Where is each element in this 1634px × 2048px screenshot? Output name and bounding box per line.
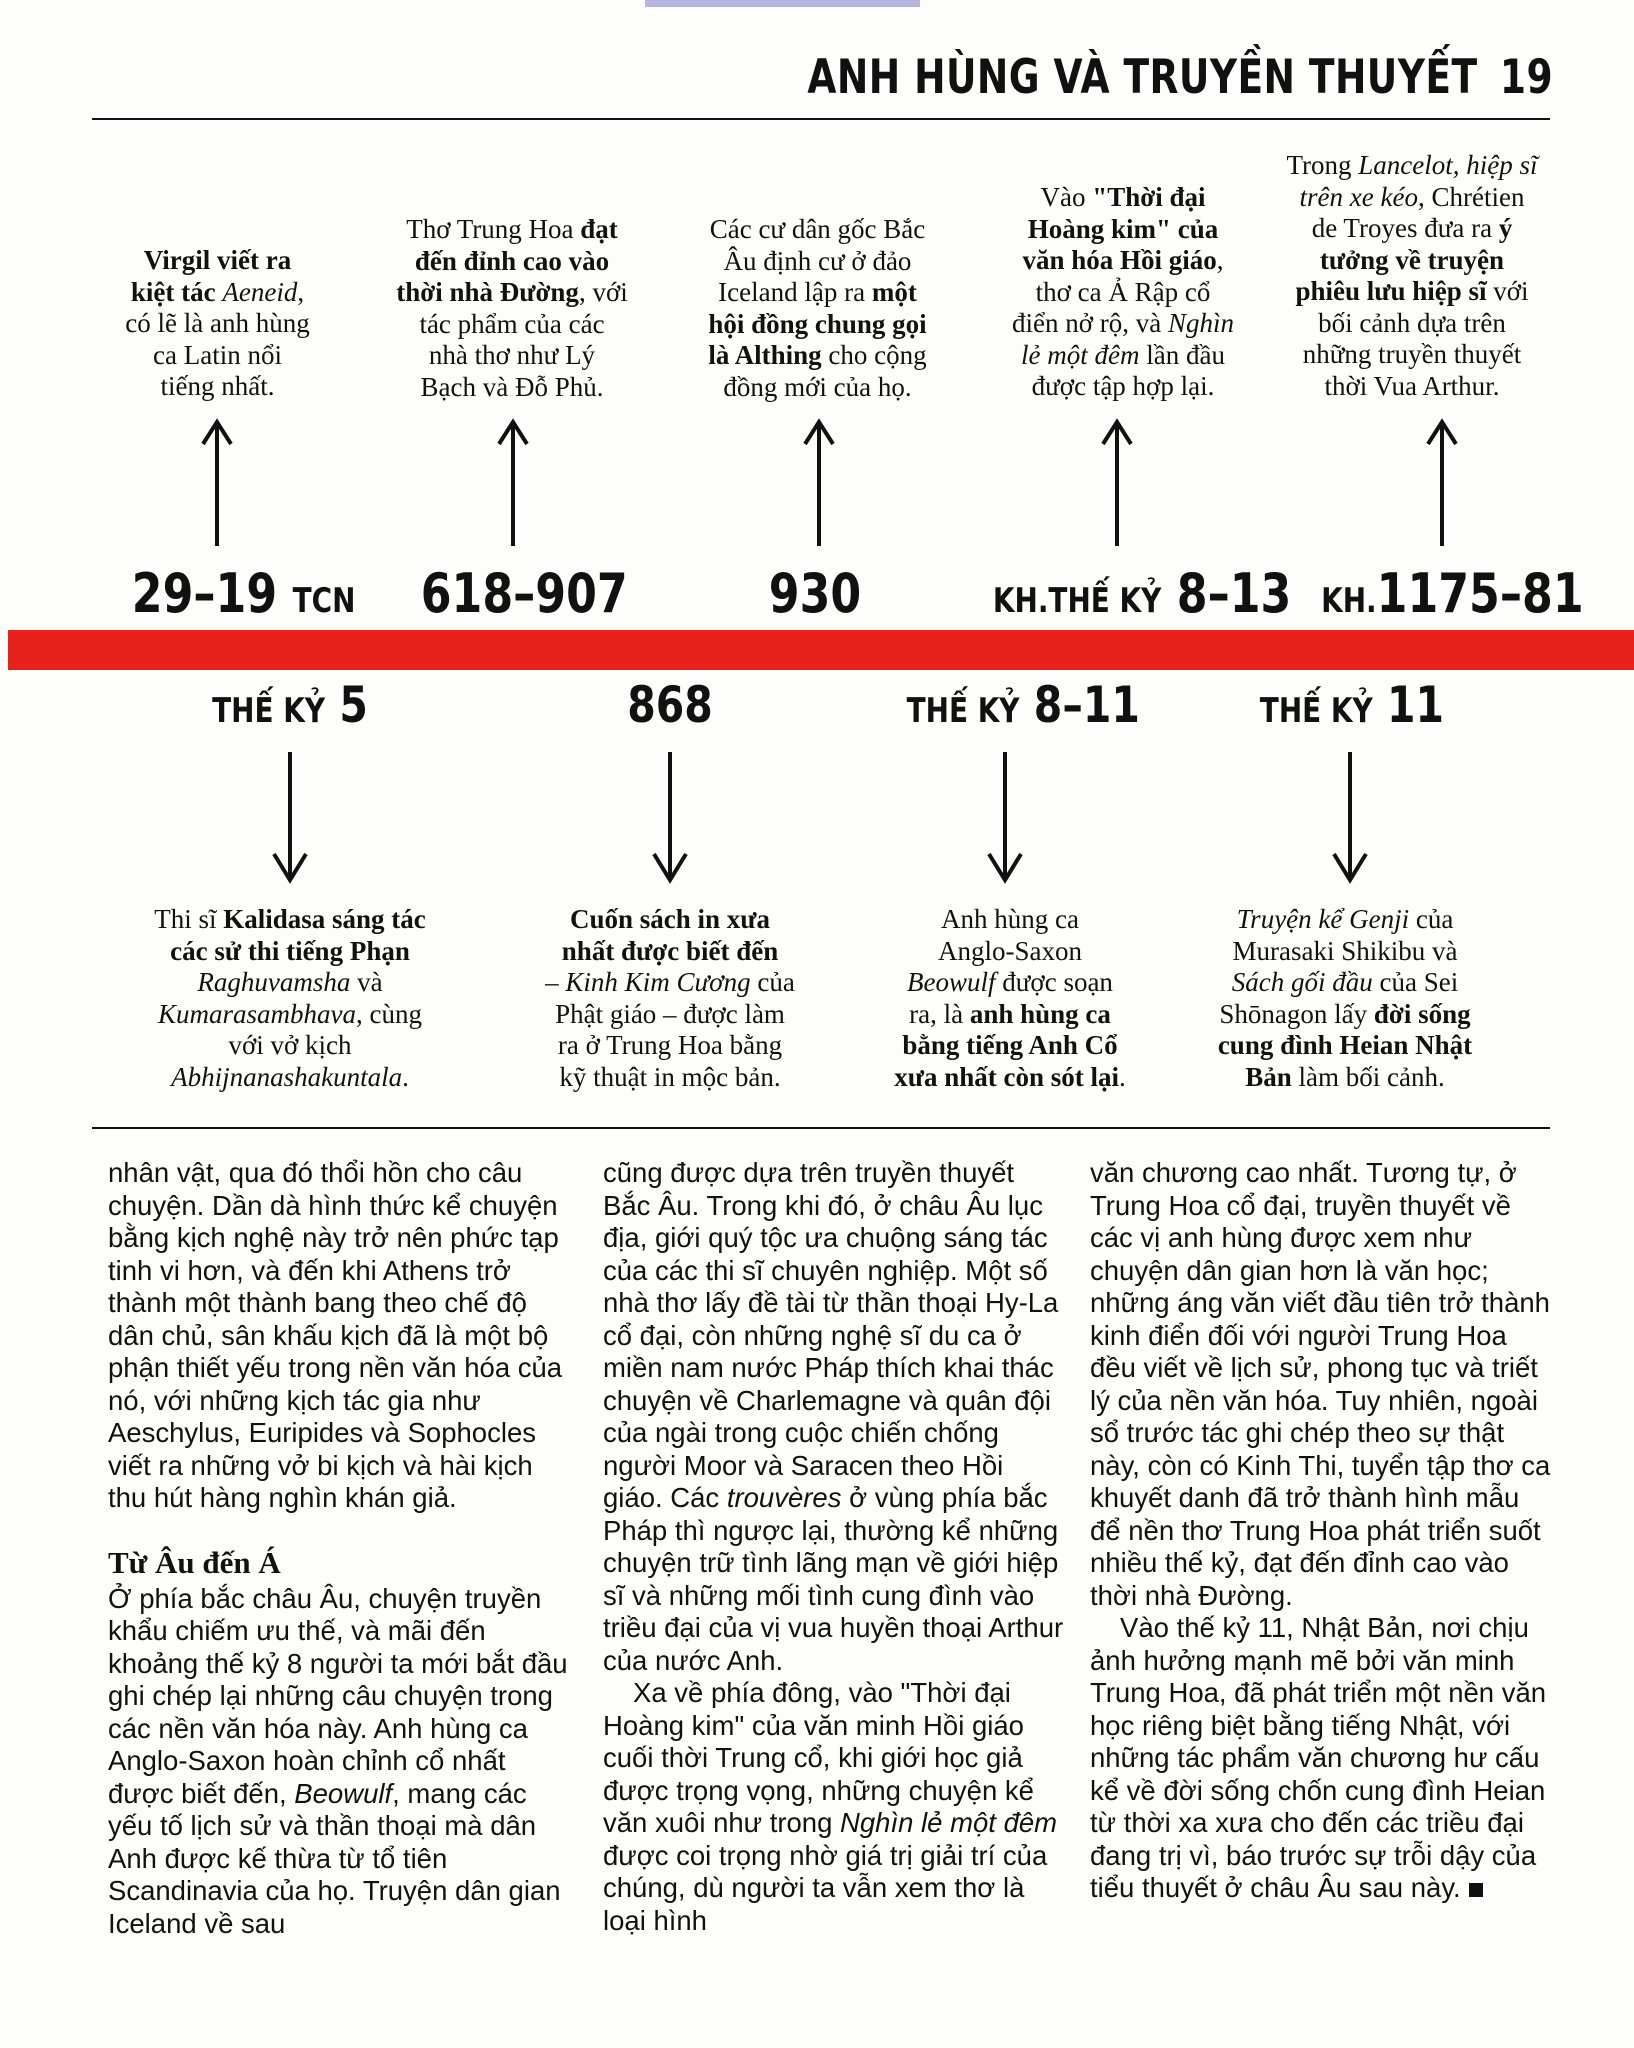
event-line: kỹ thuật in mộc bản. [559, 1061, 781, 1092]
body-column-1 [108, 1157, 573, 1940]
chapter-title: ANH HÙNG VÀ TRUYỀN THUYẾT [807, 50, 1478, 105]
body-column-2 [603, 1157, 1068, 1937]
event-text-genji [1185, 904, 1505, 1093]
date-the-ky-8-11: THẾ KỶ 8–11 [906, 676, 1140, 734]
event-line: Beowulf được soạn [907, 967, 1113, 997]
event-text-lancelot [1262, 150, 1562, 402]
event-line: Sách gối đầu của Sei [1231, 967, 1459, 997]
event-line: Anglo-Saxon [938, 935, 1082, 966]
date-the-ky-5: THẾ KỶ 5 [212, 676, 368, 734]
event-line: tiếng nhất. [160, 371, 275, 401]
event-line: trên xe kéo, Chrétien [1299, 181, 1525, 212]
paragraph: Xa về phía đông, vào "Thời đại Hoàng kim" của văn minh Hồi giáo cuối thời Trung cổ, khi giới học giả được trọng vọng, những chuyện kể văn xuôi như trong Nghìn lẻ một đêm được coi trọng nhờ giá trị giải trí của chúng, dù người ta vẫn xem thơ là loại hình [603, 1677, 1058, 1936]
end-mark-icon [1469, 1883, 1483, 1897]
arrow-down-icon [650, 750, 690, 885]
event-line: Raghuvamsha và [197, 967, 383, 997]
arrow-up-icon [799, 418, 839, 548]
event-line: Kumarasambhava, cùng [158, 998, 422, 1029]
event-line: tưởng về truyện [1319, 244, 1505, 275]
event-line: nhất được biết đến [561, 935, 779, 966]
date-618-907: 618–907 [420, 562, 628, 625]
event-line: de Troyes đưa ra ý [1311, 213, 1513, 243]
event-line: xưa nhất còn sót lại. [894, 1061, 1126, 1092]
arrow-up-icon [197, 418, 237, 548]
paragraph: cũng được dựa trên truyền thuyết Bắc Âu. Trong khi đó, ở châu Âu lục địa, giới quý tộc ưa chuộng sáng tác của các thi sĩ chuyên nghiệp. Một số nhà thơ lấy đề tài từ thần thoại Hy-La cổ đại, còn những nghệ sĩ du ca ở miền nam nước Pháp thích khai thác chuyện về Charlemagne và quân đội của ngài trong cuộc chiến chống người Moor và Saracen theo Hồi giáo. Các trouvères ở vùng phía bắc Pháp thì ngược lại, thường kể những chuyện trữ tình lãng mạn về giới hiệp sĩ và những mối tình cung đình vào triều đại của vị vua huyền thoại Arthur của nước Anh. [603, 1157, 1064, 1676]
event-line: Cuốn sách in xưa [569, 904, 770, 934]
event-line: thời nhà Đường, với [396, 277, 628, 307]
event-line: Các cư dân gốc Bắc [709, 214, 926, 244]
event-line: Hoàng kim" của [1027, 213, 1219, 244]
top-accent-bar [645, 0, 920, 7]
arrow-down-icon [985, 750, 1025, 885]
event-line: văn hóa Hồi giáo, [1022, 245, 1224, 275]
paragraph: nhân vật, qua đó thổi hồn cho câu chuyện. Dần dà hình thức kể chuyện bằng kịch nghệ này trở nên phức tạp tinh vi hơn, và đến khi Athens trở thành một thành bang theo chế độ dân chủ, sân khấu kịch đã là một bộ phận thiết yếu trong nền văn hóa của nó, với những kịch tác gia như Aeschylus, Euripides và Sophocles viết ra những vở bi kịch và hài kịch thu hút hàng nghìn khán giả. [108, 1157, 563, 1513]
event-line: kiệt tác Aeneid, [130, 276, 305, 307]
header-rule [92, 118, 1550, 120]
event-line: lẻ một đêm lần đầu [1021, 339, 1225, 370]
date-kh1175-81: KH.1175–81 [1321, 562, 1584, 625]
event-text-beowulf [860, 904, 1160, 1093]
arrow-up-icon [1422, 418, 1462, 548]
event-line: Thơ Trung Hoa đạt [406, 214, 618, 244]
event-text-virgil [85, 245, 350, 403]
event-text-diamond-sutra [505, 904, 835, 1093]
event-line: ra, là anh hùng ca [909, 998, 1111, 1029]
event-line: Vào "Thời đại [1040, 182, 1206, 212]
event-line: Trong Lancelot, hiệp sĩ [1286, 150, 1538, 180]
date-th8-13: KH.THẾ KỶ 8–13 [992, 562, 1292, 625]
event-text-kalidasa [115, 904, 465, 1093]
section-rule [92, 1127, 1550, 1129]
event-line: đến đỉnh cao vào [414, 245, 610, 276]
event-line: Thi sĩ Kalidasa sáng tác [154, 904, 426, 934]
event-line: được tập hợp lại. [1031, 371, 1215, 401]
event-line: Bạch và Đỗ Phủ. [420, 371, 604, 402]
date-the-ky-11: THẾ KỶ 11 [1259, 676, 1445, 734]
event-line: đồng mới của họ. [723, 371, 912, 402]
section-heading: Từ Âu đến Á [108, 1544, 281, 1580]
event-line: phiêu lưu hiệp sĩ với [1295, 276, 1529, 306]
event-line: là Althing cho cộng [708, 340, 927, 370]
event-line: Anh hùng ca [941, 904, 1079, 934]
paragraph: Ở phía bắc châu Âu, chuyện truyền khẩu chiếm ưu thế, và mãi đến khoảng thế kỷ 8 người ta mới bắt đầu ghi chép lại những câu chuyện trong các nền văn hóa này. Anh hùng ca Anglo-Saxon hoàn chỉnh cổ nhất được biết đến, Beowulf, mang các yếu tố lịch sử và thần thoại mà dân Anh được kế thừa từ tổ tiên Scandinavia của họ. Truyện dân gian Iceland về sau [108, 1582, 568, 1939]
event-text-althing [675, 214, 960, 403]
event-line: cung đình Heian Nhật [1217, 1030, 1473, 1060]
date-930: 930 [768, 562, 862, 625]
event-line: Iceland lập ra một [718, 277, 917, 307]
body-column-3 [1090, 1157, 1552, 1905]
event-line: điển nở rộ, và Nghìn [1011, 308, 1234, 338]
arrow-up-icon [1097, 418, 1137, 548]
event-line: những truyền thuyết [1302, 339, 1522, 369]
page-header [807, 50, 1553, 105]
date-868: 868 [627, 676, 713, 734]
event-line: bối cảnh dựa trên [1318, 307, 1506, 338]
event-line: tác phẩm của các [419, 308, 605, 339]
arrow-down-icon [1330, 750, 1370, 885]
paragraph: văn chương cao nhất. Tương tự, ở Trung Hoa cổ đại, truyền thuyết về các vị anh hùng được xem như chuyện dân gian hơn là văn học; những áng văn viết đầu tiên trở thành kinh điển đối với người Trung Hoa đều viết về lịch sử, phong tục và triết lý của nền văn hóa. Tuy nhiên, ngoài sổ trước tác ghi chép theo sự thật này, còn có Kinh Thi, tuyển tập thơ ca khuyết danh đã trở thành hình mẫu để nền thơ Trung Hoa phát triển suốt nhiều thế kỷ, đạt đến đỉnh cao vào thời nhà Đường. [1090, 1157, 1551, 1611]
event-line: Abhijnanashakuntala. [171, 1061, 409, 1092]
event-line: Âu định cư ở đảo [723, 245, 912, 276]
page-number: 19 [1499, 50, 1553, 105]
event-line: Shōnagon lấy đời sống [1219, 998, 1471, 1029]
event-line: Murasaki Shikibu và [1232, 935, 1458, 966]
event-line: có lẽ là anh hùng [125, 308, 310, 338]
event-line: Bản làm bối cảnh. [1245, 1061, 1445, 1092]
event-line: ra ở Trung Hoa bằng [557, 1030, 783, 1060]
event-line: ca Latin nổi [153, 339, 282, 370]
event-line: các sử thi tiếng Phạn [170, 935, 410, 966]
event-line: hội đồng chung gọi [708, 308, 927, 339]
paragraph: Vào thế kỷ 11, Nhật Bản, nơi chịu ảnh hưởng mạnh mẽ bởi văn minh Trung Hoa, đã phát triển một nền văn học riêng biệt bằng tiếng Nhật, với những tác phẩm văn chương hư cấu kể về đời sống chốn cung đình Heian từ thời xa xưa cho đến các triều đại đang trị vì, báo trước sự trỗi dậy của tiểu thuyết ở châu Âu sau này. [1090, 1612, 1547, 1903]
event-line: Phật giáo – được làm [555, 998, 785, 1029]
date-29-19-tcn: 29–19 TCN [131, 562, 356, 625]
event-text-tang-poetry [372, 214, 652, 403]
event-line: Virgil viết ra [143, 245, 292, 275]
event-line: bằng tiếng Anh Cổ [902, 1030, 1118, 1060]
event-line: thơ ca Ả Rập cổ [1035, 276, 1211, 307]
event-line: – Kinh Kim Cương của [545, 967, 795, 997]
arrow-up-icon [493, 418, 533, 548]
event-line: nhà thơ như Lý [428, 340, 596, 370]
event-text-islamic-golden-age [978, 182, 1268, 403]
timeline-bar [8, 630, 1634, 670]
event-line: thời Vua Arthur. [1324, 370, 1500, 401]
arrow-down-icon [270, 750, 310, 885]
event-line: với vở kịch [228, 1030, 352, 1060]
event-line: Truyện kể Genji của [1236, 904, 1454, 934]
